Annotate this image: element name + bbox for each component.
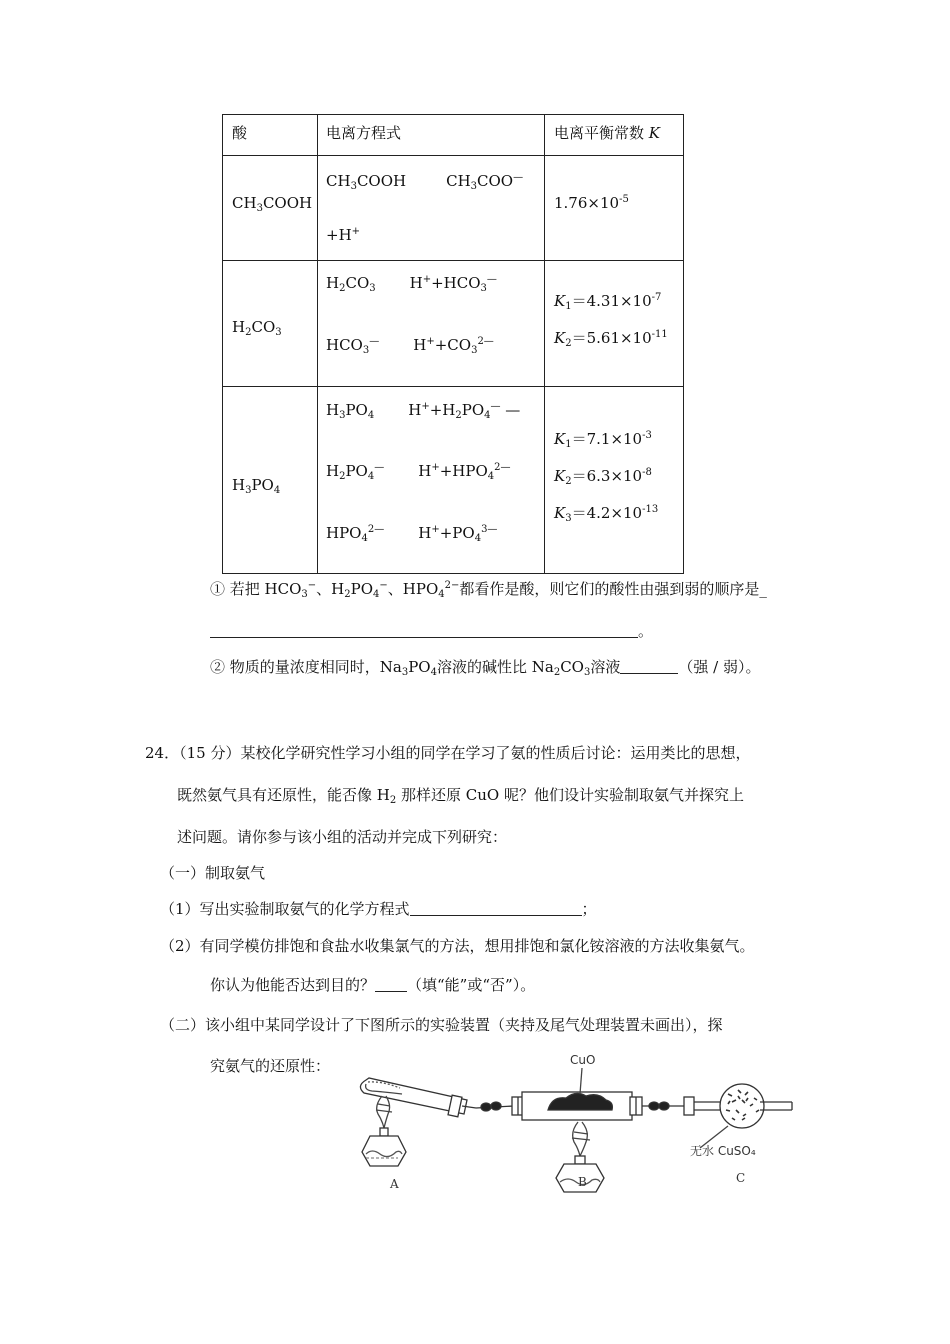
test-tube-a: [360, 1078, 476, 1117]
table-border: [683, 114, 684, 574]
table-border: [222, 114, 684, 115]
table-border: [222, 573, 684, 574]
item-2-line2: 你认为他能否达到目的？ （填“能”或“否”）。: [210, 976, 536, 994]
equation-h3po4-3: $HPO_4^{2—}$ $H^++PO_4^{3—}$: [326, 524, 498, 544]
label-cuo: CuO: [570, 1053, 596, 1067]
equation-ch3cooh-cont: +H+: [326, 226, 361, 244]
equation-h2co3-1: $H_2CO_3$ $H^++HCO_3^—$: [326, 274, 497, 294]
header-equation: 电离方程式: [326, 124, 402, 142]
rubber-connector-bc: [642, 1102, 686, 1110]
cuo-powder: [548, 1068, 612, 1110]
rubber-connector-ab: [476, 1102, 514, 1111]
table-divider: [222, 155, 684, 156]
equation-h3po4-2: $H_2PO_4^—$ $H^++HPO_4^{2—}$: [326, 462, 511, 482]
question-1: ① 若把 $HCO_3^-$、$H_2PO_4^-$、$HPO_4^{2-}$都看作是酸，则它们的酸性由强到弱的顺序是_: [210, 580, 767, 600]
constant-h3po4-k3: $K_3=4.2\times 10^{-13}$: [554, 504, 659, 524]
question-2-suffix: （强 / 弱）。: [678, 658, 761, 676]
label-a: A: [390, 1177, 399, 1191]
answer-blank[interactable]: [410, 901, 582, 916]
table-divider: [544, 114, 545, 574]
problem-24-line3: 述问题。请你参与该小组的活动并完成下列研究：: [177, 828, 508, 846]
table-border: [222, 114, 223, 574]
question-2: ② 物质的量浓度相同时，$Na_3PO_4$溶液的碱性比 $Na_2CO_3$溶液 （强 / 弱）。: [210, 658, 761, 678]
label-c: C: [736, 1171, 746, 1185]
table-divider: [222, 386, 684, 387]
equation-ch3cooh: $CH_3COOH$ $CH_3COO^—$: [326, 172, 524, 192]
ionization-constant-table: [222, 114, 684, 574]
constant-h3po4-k1: $K_1=7.1\times 10^{-3}$: [554, 430, 652, 450]
alcohol-lamp-a: [362, 1096, 406, 1166]
question-1-answer-line: [210, 620, 653, 641]
table-divider: [222, 260, 684, 261]
header-constant: 电离平衡常数 K: [554, 124, 660, 142]
constant-h2co3-k2: $K_2=5.61\times 10^{-11}$: [554, 329, 668, 349]
item-2-line1: （2）有同学模仿排饱和食盐水收集氯气的方法，想用排饱和氯化铵溶液的方法收集氨气。: [160, 937, 755, 955]
period: 。: [638, 622, 654, 640]
constant-h3po4-k2: $K_2=6.3\times 10^{-8}$: [554, 467, 652, 487]
section-1-title: （一）制取氨气: [160, 864, 266, 882]
acid-h2co3: $H_2CO_3$: [232, 318, 282, 338]
table-divider: [317, 114, 318, 574]
problem-24-line2: 既然氨气具有还原性，能否像 $H_2$ 那样还原 CuO 呢？他们设计实验制取氨气并探究上: [177, 786, 744, 806]
header-acid: 酸: [232, 124, 248, 142]
problem-24-line1: 24．（15 分）某校化学研究性学习小组的同学在学习了氨的性质后讨论：运用类比的思想，: [145, 744, 751, 762]
label-b: B: [578, 1175, 587, 1189]
answer-blank[interactable]: [375, 977, 407, 992]
acid-h3po4: $H_3PO_4$: [232, 476, 281, 496]
equation-h2co3-2: $HCO_3^—$ $H^++CO_3^{2—}$: [326, 336, 494, 356]
section-2-line1: （二）该小组中某同学设计了下图所示的实验装置（夹持及尾气处理装置未画出），探: [160, 1016, 723, 1034]
answer-blank[interactable]: [620, 659, 678, 674]
acid-ch3cooh: $CH_3COOH$: [232, 194, 313, 214]
apparatus-figure: [352, 1048, 802, 1198]
item-1: （1）写出实验制取氨气的化学方程式 ；: [160, 900, 597, 918]
constant-h2co3-k1: $K_1=4.31\times 10^{-7}$: [554, 292, 662, 312]
answer-blank[interactable]: [210, 623, 638, 638]
constant-ch3cooh: $1.76\times 10^{-5}$: [554, 194, 629, 212]
section-2-line2: 究氨气的还原性：: [210, 1057, 331, 1075]
equation-h3po4-1: $H_3PO_4$ $H^++H_2PO_4^—$ —: [326, 401, 521, 421]
label-cuso4: 无水 CuSO₄: [690, 1144, 756, 1158]
